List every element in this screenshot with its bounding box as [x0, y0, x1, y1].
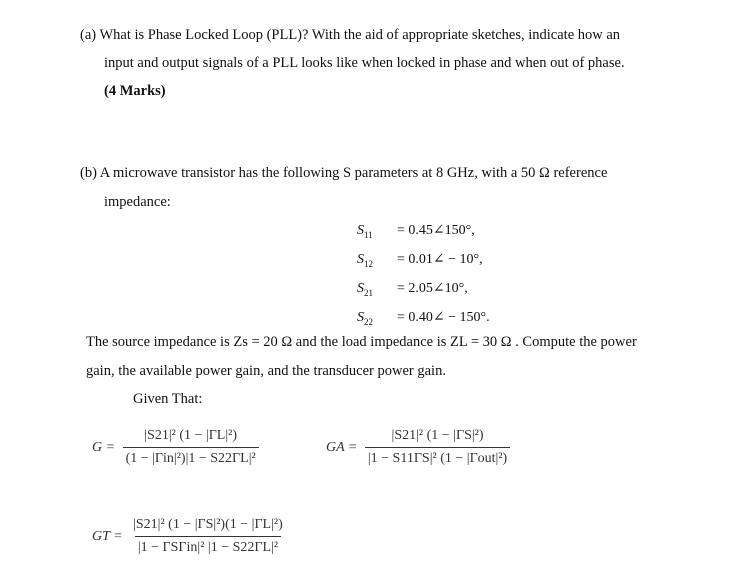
- given-that-label: Given That:: [133, 391, 203, 407]
- s-param-symbol: $S_{11}$: [357, 223, 373, 240]
- s-param-symbol: $S_{21}$: [357, 281, 373, 298]
- s-param-value: = 0.45∠150°,: [397, 223, 475, 238]
- formula-ga-denominator: |1 − S11ΓS|² (1 − |Γout|²): [365, 447, 510, 467]
- formula-gt-denominator: |1 − ΓSΓin|² |1 − S22ΓL|²: [135, 536, 281, 556]
- formula-gt-fraction: [130, 517, 286, 556]
- formula-g-numerator: |S21|² (1 − |ΓL|²): [144, 428, 238, 443]
- s-param-s12: [357, 251, 483, 269]
- formula-transducer-power-gain: [92, 517, 286, 556]
- part-b-line-4: gain, the available power gain, and the transducer power gain.: [86, 363, 446, 379]
- formula-gt-numerator: |S21|² (1 − |ΓS|²)(1 − |ΓL|²): [133, 517, 283, 532]
- formula-g-fraction: [123, 428, 259, 467]
- formula-power-gain: [92, 428, 259, 467]
- s-param-value: = 0.01∠ − 10°,: [397, 252, 483, 267]
- s-param-symbol: $S_{22}$: [357, 310, 373, 327]
- part-b-line-3: The source impedance is Zs = 20 Ω and the load impedance is ZL = 30 Ω . Compute the power: [86, 334, 637, 350]
- formula-g-denominator: (1 − |Γin|²)|1 − S22ΓL|²: [123, 447, 259, 467]
- part-a-line-2: input and output signals of a PLL looks like when locked in phase and when out of phase.: [104, 55, 625, 71]
- s-param-value: = 2.05∠10°,: [397, 281, 468, 296]
- formula-gt-label: GT =: [92, 528, 123, 544]
- formula-g-label: G =: [92, 439, 116, 455]
- s-param-s22: [357, 309, 490, 327]
- formula-ga-label: GA =: [326, 439, 358, 455]
- part-a-marks: (4 Marks): [104, 83, 166, 99]
- formula-ga-fraction: [365, 428, 510, 467]
- s-param-symbol: $S_{12}$: [357, 252, 373, 269]
- s-param-value: = 0.40∠ − 150°.: [397, 310, 490, 325]
- formula-available-power-gain: [326, 428, 510, 467]
- formula-ga-numerator: |S21|² (1 − |ΓS|²): [391, 428, 484, 443]
- part-b-line-1: (b) A microwave transistor has the following S parameters at 8 GHz, with a 50 Ω reference: [80, 165, 608, 181]
- s-param-s21: [357, 280, 468, 298]
- s-param-s11: [357, 222, 475, 240]
- part-a-line-1: (a) What is Phase Locked Loop (PLL)? With the aid of appropriate sketches, indicate how an: [80, 27, 621, 43]
- part-b-line-2: impedance:: [104, 194, 171, 210]
